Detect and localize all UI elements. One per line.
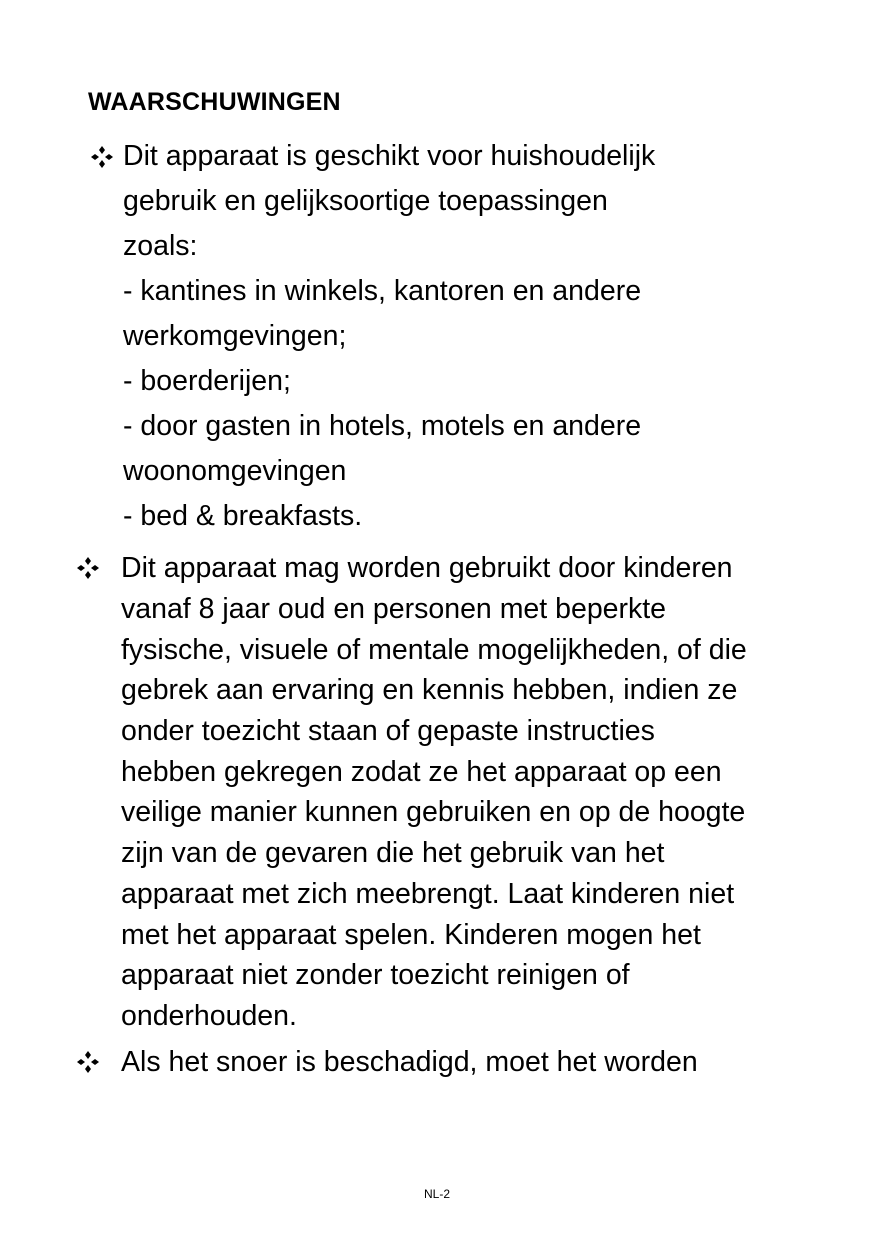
bullet-1-line: woonomgevingen xyxy=(123,455,347,487)
bullet-2-line: apparaat niet zonder toezicht reinigen of xyxy=(121,959,630,991)
bullet-1-line: - kantines in winkels, kantoren en andere xyxy=(123,275,642,307)
bullet-2-line: onderhouden. xyxy=(121,1000,297,1032)
bullet-2-line: veilige manier kunnen gebruiken en op de hoogte xyxy=(121,796,746,828)
bullet-1-line: - bed & breakfasts. xyxy=(123,500,363,532)
bullet-1-line: - boerderijen; xyxy=(123,365,291,397)
page-heading: WAARSCHUWINGEN xyxy=(88,88,341,116)
bullet-2-line: hebben gekregen zodat ze het apparaat op een xyxy=(121,756,722,788)
four-diamond-bullet-icon xyxy=(76,1050,100,1074)
bullet-2-line: vanaf 8 jaar oud en personen met beperkte xyxy=(121,593,667,625)
bullet-3-line: Als het snoer is beschadigd, moet het worden xyxy=(121,1046,698,1078)
bullet-2-line: gebrek aan ervaring en kennis hebben, indien ze xyxy=(121,674,738,706)
four-diamond-bullet-icon xyxy=(90,145,114,169)
bullet-1-line: werkomgevingen; xyxy=(123,320,347,352)
bullet-2-line: met het apparaat spelen. Kinderen mogen het xyxy=(121,919,701,951)
four-diamond-bullet-icon xyxy=(76,556,100,580)
bullet-2-line: apparaat met zich meebrengt. Laat kinderen niet xyxy=(121,878,735,910)
bullet-2-line: fysische, visuele of mentale mogelijkheden, of die xyxy=(121,634,747,666)
bullet-2-line: zijn van de gevaren die het gebruik van het xyxy=(121,837,665,869)
bullet-2-line: Dit apparaat mag worden gebruikt door kinderen xyxy=(121,552,733,584)
bullet-1-line: zoals: xyxy=(123,230,198,262)
bullet-1-line: - door gasten in hotels, motels en andere xyxy=(123,410,642,442)
bullet-1-line: gebruik en gelijksoortige toepassingen xyxy=(123,185,608,217)
bullet-2-line: onder toezicht staan of gepaste instructies xyxy=(121,715,655,747)
bullet-1-line: Dit apparaat is geschikt voor huishoudelijk xyxy=(123,140,656,172)
page-number: NL-2 xyxy=(423,1187,450,1201)
